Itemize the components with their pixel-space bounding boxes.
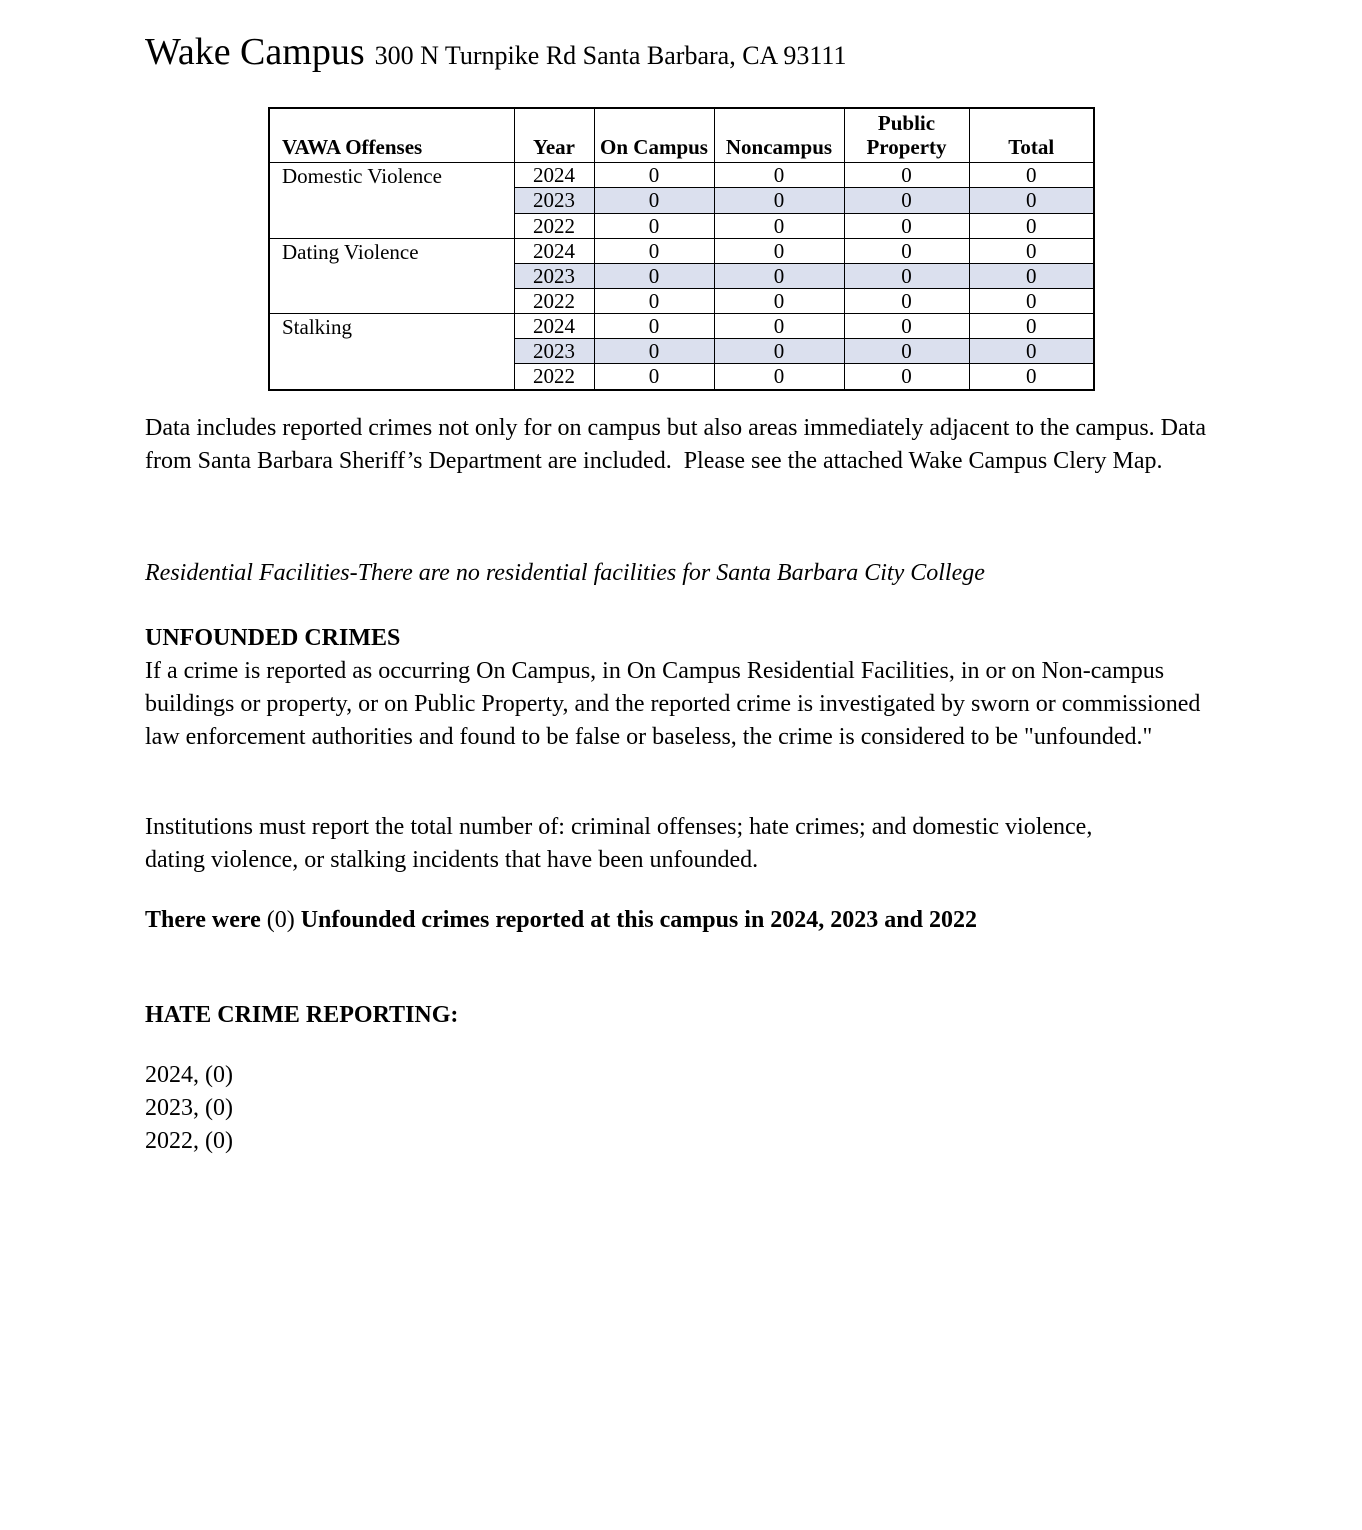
table-row [269,238,1094,263]
residential-facilities-note: Residential Facilities-There are no residential facilities for Santa Barbara City College [145,560,985,586]
offense-label: Domestic Violence [269,163,514,238]
hate-crime-heading: HATE CRIME REPORTING: [145,1002,459,1028]
year-cell: 2022 [514,288,594,313]
header-vawa-offenses: VAWA Offenses [269,108,514,163]
count-cell: 0 [844,213,969,238]
year-cell: 2023 [514,263,594,288]
hate-crime-entry: 2024, (0) [145,1062,233,1088]
count-cell: 0 [594,364,714,390]
count-cell: 0 [714,288,844,313]
header-public-property: Public Property [844,108,969,163]
vawa-offenses-table [268,107,1095,391]
count-cell: 0 [969,339,1094,364]
year-cell: 2022 [514,364,594,390]
offense-label: Dating Violence [269,238,514,313]
year-cell: 2023 [514,188,594,213]
hate-crime-entries [145,1059,233,1158]
statement-count: (0) [266,907,295,933]
table-row [269,314,1094,339]
header-on-campus: On Campus [594,108,714,163]
count-cell: 0 [594,288,714,313]
count-cell: 0 [969,188,1094,213]
year-cell: 2024 [514,314,594,339]
count-cell: 0 [714,188,844,213]
unfounded-crimes-section [145,622,1210,754]
count-cell: 0 [594,238,714,263]
count-cell: 0 [594,188,714,213]
vawa-table-container [268,107,1095,391]
count-cell: 0 [844,263,969,288]
header-noncampus: Noncampus [714,108,844,163]
count-cell: 0 [594,263,714,288]
count-cell: 0 [844,188,969,213]
count-cell: 0 [844,364,969,390]
count-cell: 0 [594,213,714,238]
statement-prefix: There were [145,907,267,933]
hate-crime-entry: 2022, (0) [145,1128,233,1154]
year-cell: 2023 [514,339,594,364]
campus-title: Wake Campus [145,31,365,73]
count-cell: 0 [594,163,714,188]
institutions-paragraph: Institutions must report the total number of: criminal offenses; hate crimes; and domestic violence, dating violence, or stalking incidents that have been unfounded. [145,814,1099,873]
campus-address: 300 N Turnpike Rd Santa Barbara, CA 93111 [374,41,847,70]
header-year: Year [514,108,594,163]
count-cell: 0 [714,364,844,390]
offense-label: Stalking [269,314,514,390]
count-cell: 0 [714,213,844,238]
unfounded-statement [145,904,1245,937]
year-cell: 2022 [514,213,594,238]
statement-suffix: Unfounded crimes reported at this campus in 2024, 2023 and 2022 [294,907,977,933]
table-header-row [269,108,1094,163]
title-line [145,30,846,74]
count-cell: 0 [844,314,969,339]
count-cell: 0 [969,314,1094,339]
count-cell: 0 [844,163,969,188]
count-cell: 0 [844,238,969,263]
count-cell: 0 [714,314,844,339]
count-cell: 0 [714,263,844,288]
count-cell: 0 [969,364,1094,390]
count-cell: 0 [844,339,969,364]
unfounded-crimes-paragraph: If a crime is reported as occurring On Campus, in On Campus Residential Facilities, in or on Non-campus buildings or property, or on Public Property, and the reported crime is investigated by sworn or commissioned law enforcement authorities and found to be false or baseless, the crime is considered to be "unfounded." [145,658,1207,750]
year-cell: 2024 [514,163,594,188]
hate-crime-entry: 2023, (0) [145,1095,233,1121]
table-row [269,163,1094,188]
count-cell: 0 [844,288,969,313]
count-cell: 0 [594,339,714,364]
count-cell: 0 [969,238,1094,263]
count-cell: 0 [969,263,1094,288]
count-cell: 0 [714,339,844,364]
count-cell: 0 [594,314,714,339]
count-cell: 0 [714,163,844,188]
year-cell: 2024 [514,238,594,263]
count-cell: 0 [714,238,844,263]
count-cell: 0 [969,288,1094,313]
header-total: Total [969,108,1094,163]
count-cell: 0 [969,163,1094,188]
data-note-paragraph: Data includes reported crimes not only for on campus but also areas immediately adjacent to the campus. Data from Santa Barbara Sheriff’s Department are included. Please see the attached Wake Campus Clery Map. [145,415,1212,474]
count-cell: 0 [969,213,1094,238]
unfounded-crimes-heading: UNFOUNDED CRIMES [145,625,401,651]
